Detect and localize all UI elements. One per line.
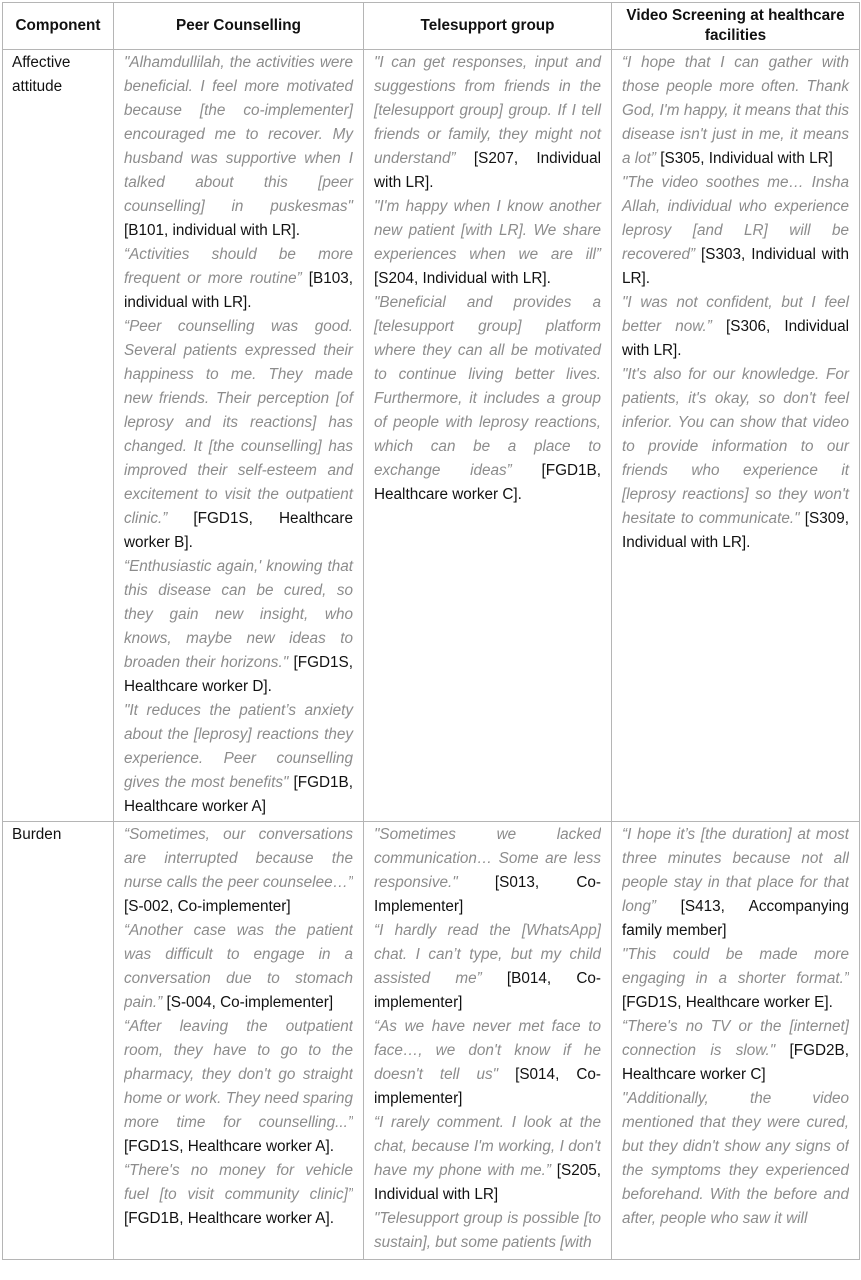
quote-entry: [124, 1015, 353, 1159]
quote-reference: [S204, Individual with LR].: [374, 270, 551, 287]
quote-text: "It's also for our knowledge. For patients, it's okay, so don't feel inferior. You can show that video to provide information to our friends who experience it [leprosy reactions] so they won't hesitate to communicate.": [622, 366, 849, 527]
quote-text: "Sometimes we lacked communication… Some are less responsive.": [374, 826, 601, 891]
quote-text: "It reduces the patient’s anxiety about the [leprosy] reactions they experience. Peer counselling gives the most benefits": [124, 702, 353, 791]
quote-entry: [124, 315, 353, 555]
quote-reference: [FGD1S, Healthcare worker A].: [124, 1138, 334, 1155]
quote-text: “I hope that I can gather with those people more often. Thank God, I'm happy, it means that this disease isn't just in me, it means a lot”: [622, 54, 849, 167]
quote-entry: [124, 1159, 353, 1231]
header-telesupport-group: Telesupport group: [364, 3, 612, 50]
quote-reference: [S207, Individual with LR].: [374, 150, 601, 191]
quote-entry: [622, 171, 849, 291]
quote-text: “Enthusiastic again,' knowing that this disease can be cured, so they gain new insight, who knows, maybe new ideas to broaden their horizons.": [124, 558, 353, 671]
quote-text: "This could be made more engaging in a shorter format.”: [622, 946, 849, 987]
quote-entry: [124, 243, 353, 315]
quote-reference: [S-002, Co-implementer]: [124, 898, 291, 915]
quote-entry: [374, 823, 601, 919]
quote-text: “Sometimes, our conversations are interrupted because the nurse calls the peer counselee…”: [124, 826, 353, 891]
quote-reference: [FGD1S, Healthcare worker B].: [124, 510, 353, 551]
quote-text: "I can get responses, input and suggestions from friends in the [telesupport group] group. If I tell friends or family, they might not understand”: [374, 54, 601, 167]
quote-text: "Additionally, the video mentioned that they were cured, but they didn't show any signs of the symptoms they experienced beforehand. With the before and after, people who saw it will: [622, 1090, 849, 1227]
quote-text: "I was not confident, but I feel better now.”: [622, 294, 849, 335]
quote-text: “After leaving the outpatient room, they have to go to the pharmacy, they don't go straight home or work. They need sparing more time for counselling...”: [124, 1018, 353, 1131]
peer-counselling-cell: [114, 822, 364, 1260]
quote-reference: [FGD1B, Healthcare worker A]: [124, 774, 353, 815]
qualitative-findings-table: [2, 2, 860, 1260]
component-cell: Burden: [3, 822, 114, 1260]
quote-text: "The video soothes me… Insha Allah, individual who experience leprosy [and LR] will be recovered”: [622, 174, 849, 263]
quote-reference: [B103, individual with LR].: [124, 270, 353, 311]
quote-reference: [S014, Co-implementer]: [374, 1066, 601, 1107]
quote-entry: [622, 51, 849, 171]
quote-entry: [124, 699, 353, 819]
quote-reference: [FGD1B, Healthcare worker A].: [124, 1210, 334, 1227]
quote-text: "I'm happy when I know another new patient [with LR]. We share experiences when we are ill”: [374, 198, 601, 263]
quote-entry: [374, 1111, 601, 1207]
video-screening-cell: [612, 822, 860, 1260]
quote-reference: [S205, Individual with LR]: [374, 1162, 601, 1203]
quote-reference: [B014, Co-implementer]: [374, 970, 601, 1011]
quote-entry: [622, 1015, 849, 1087]
quote-entry: [374, 1207, 601, 1255]
quote-entry: [374, 195, 601, 291]
quote-text: “There's no TV or the [internet] connection is slow.": [622, 1018, 849, 1059]
telesupport-group-cell: [364, 822, 612, 1260]
header-row: [3, 3, 860, 50]
quote-text: “Peer counselling was good. Several patients expressed their happiness to me. They made new friends. Their perception [of leprosy and its reactions] has changed. It [the counselling] has improved their self-esteem and excitement to visit the outpatient clinic.”: [124, 318, 353, 527]
quote-entry: [622, 363, 849, 555]
quote-entry: [622, 823, 849, 943]
quote-reference: [FGD1S, Healthcare worker D].: [124, 654, 353, 695]
quote-text: “I hope it’s [the duration] at most three minutes because not all people stay in that place for that long”: [622, 826, 849, 915]
quote-text: “There's no money for vehicle fuel [to visit community clinic]”: [124, 1162, 353, 1203]
quote-entry: [374, 51, 601, 195]
telesupport-group-cell: [364, 50, 612, 822]
quote-reference: [B101, individual with LR].: [124, 222, 301, 239]
quote-entry: [622, 1087, 849, 1231]
quote-reference: [S309, Individual with LR].: [622, 510, 850, 551]
quote-entry: [124, 823, 353, 919]
quote-text: “I rarely comment. I look at the chat, because I'm working, I don't have my phone with me.”: [374, 1114, 601, 1179]
table-row: [3, 50, 860, 822]
quote-entry: [124, 919, 353, 1015]
quote-entry: [622, 291, 849, 363]
quote-text: “I hardly read the [WhatsApp] chat. I can’t type, but my child assisted me”: [374, 922, 601, 987]
quote-text: "Telesupport group is possible [to sustain], but some patients [with: [374, 1210, 601, 1251]
header-peer-counselling: Peer Counselling: [114, 3, 364, 50]
quote-reference: [FGD2B, Healthcare worker C]: [622, 1042, 849, 1083]
quote-reference: [S305, Individual with LR]: [656, 150, 833, 167]
quote-entry: [124, 51, 353, 243]
peer-counselling-cell: [114, 50, 364, 822]
quote-reference: [FGD1B, Healthcare worker C].: [374, 462, 601, 503]
quote-entry: [124, 555, 353, 699]
quote-text: "Beneficial and provides a [telesupport group] platform where they can all be motivated to continue living better lives. Furthermore, it includes a group of people with leprosy reactions, which can be a place to exchange ideas”: [374, 294, 601, 479]
quote-entry: [374, 1015, 601, 1111]
quote-reference: [S-004, Co-implementer]: [162, 994, 334, 1011]
component-cell: Affective attitude: [3, 50, 114, 822]
quote-text: "Alhamdullilah, the activities were beneficial. I feel more motivated because [the co-implementer] encouraged me to recover. My husband was supportive when I talked about this [peer counselling] in puskesmas": [124, 54, 353, 215]
header-component: Component: [3, 3, 114, 50]
header-video-screening: Video Screening at healthcare facilities: [612, 3, 860, 50]
quote-entry: [374, 291, 601, 507]
quote-reference: [S013, Co-Implementer]: [374, 874, 601, 915]
quote-reference: [FGD1S, Healthcare worker E].: [622, 994, 833, 1011]
quote-reference: [S306, Individual with LR].: [622, 318, 850, 359]
quote-text: “Activities should be more frequent or more routine”: [124, 246, 353, 287]
quote-reference: [S303, Individual with LR].: [622, 246, 849, 287]
quote-text: “Another case was the patient was difficult to engage in a conversation due to stomach pain.”: [124, 922, 353, 1011]
video-screening-cell: [612, 50, 860, 822]
quote-entry: [374, 919, 601, 1015]
table-row: [3, 822, 860, 1260]
quote-text: “As we have never met face to face…, we don't know if he doesn't tell us": [374, 1018, 601, 1083]
quote-entry: [622, 943, 849, 1015]
quote-reference: [S413, Accompanying family member]: [622, 898, 849, 939]
